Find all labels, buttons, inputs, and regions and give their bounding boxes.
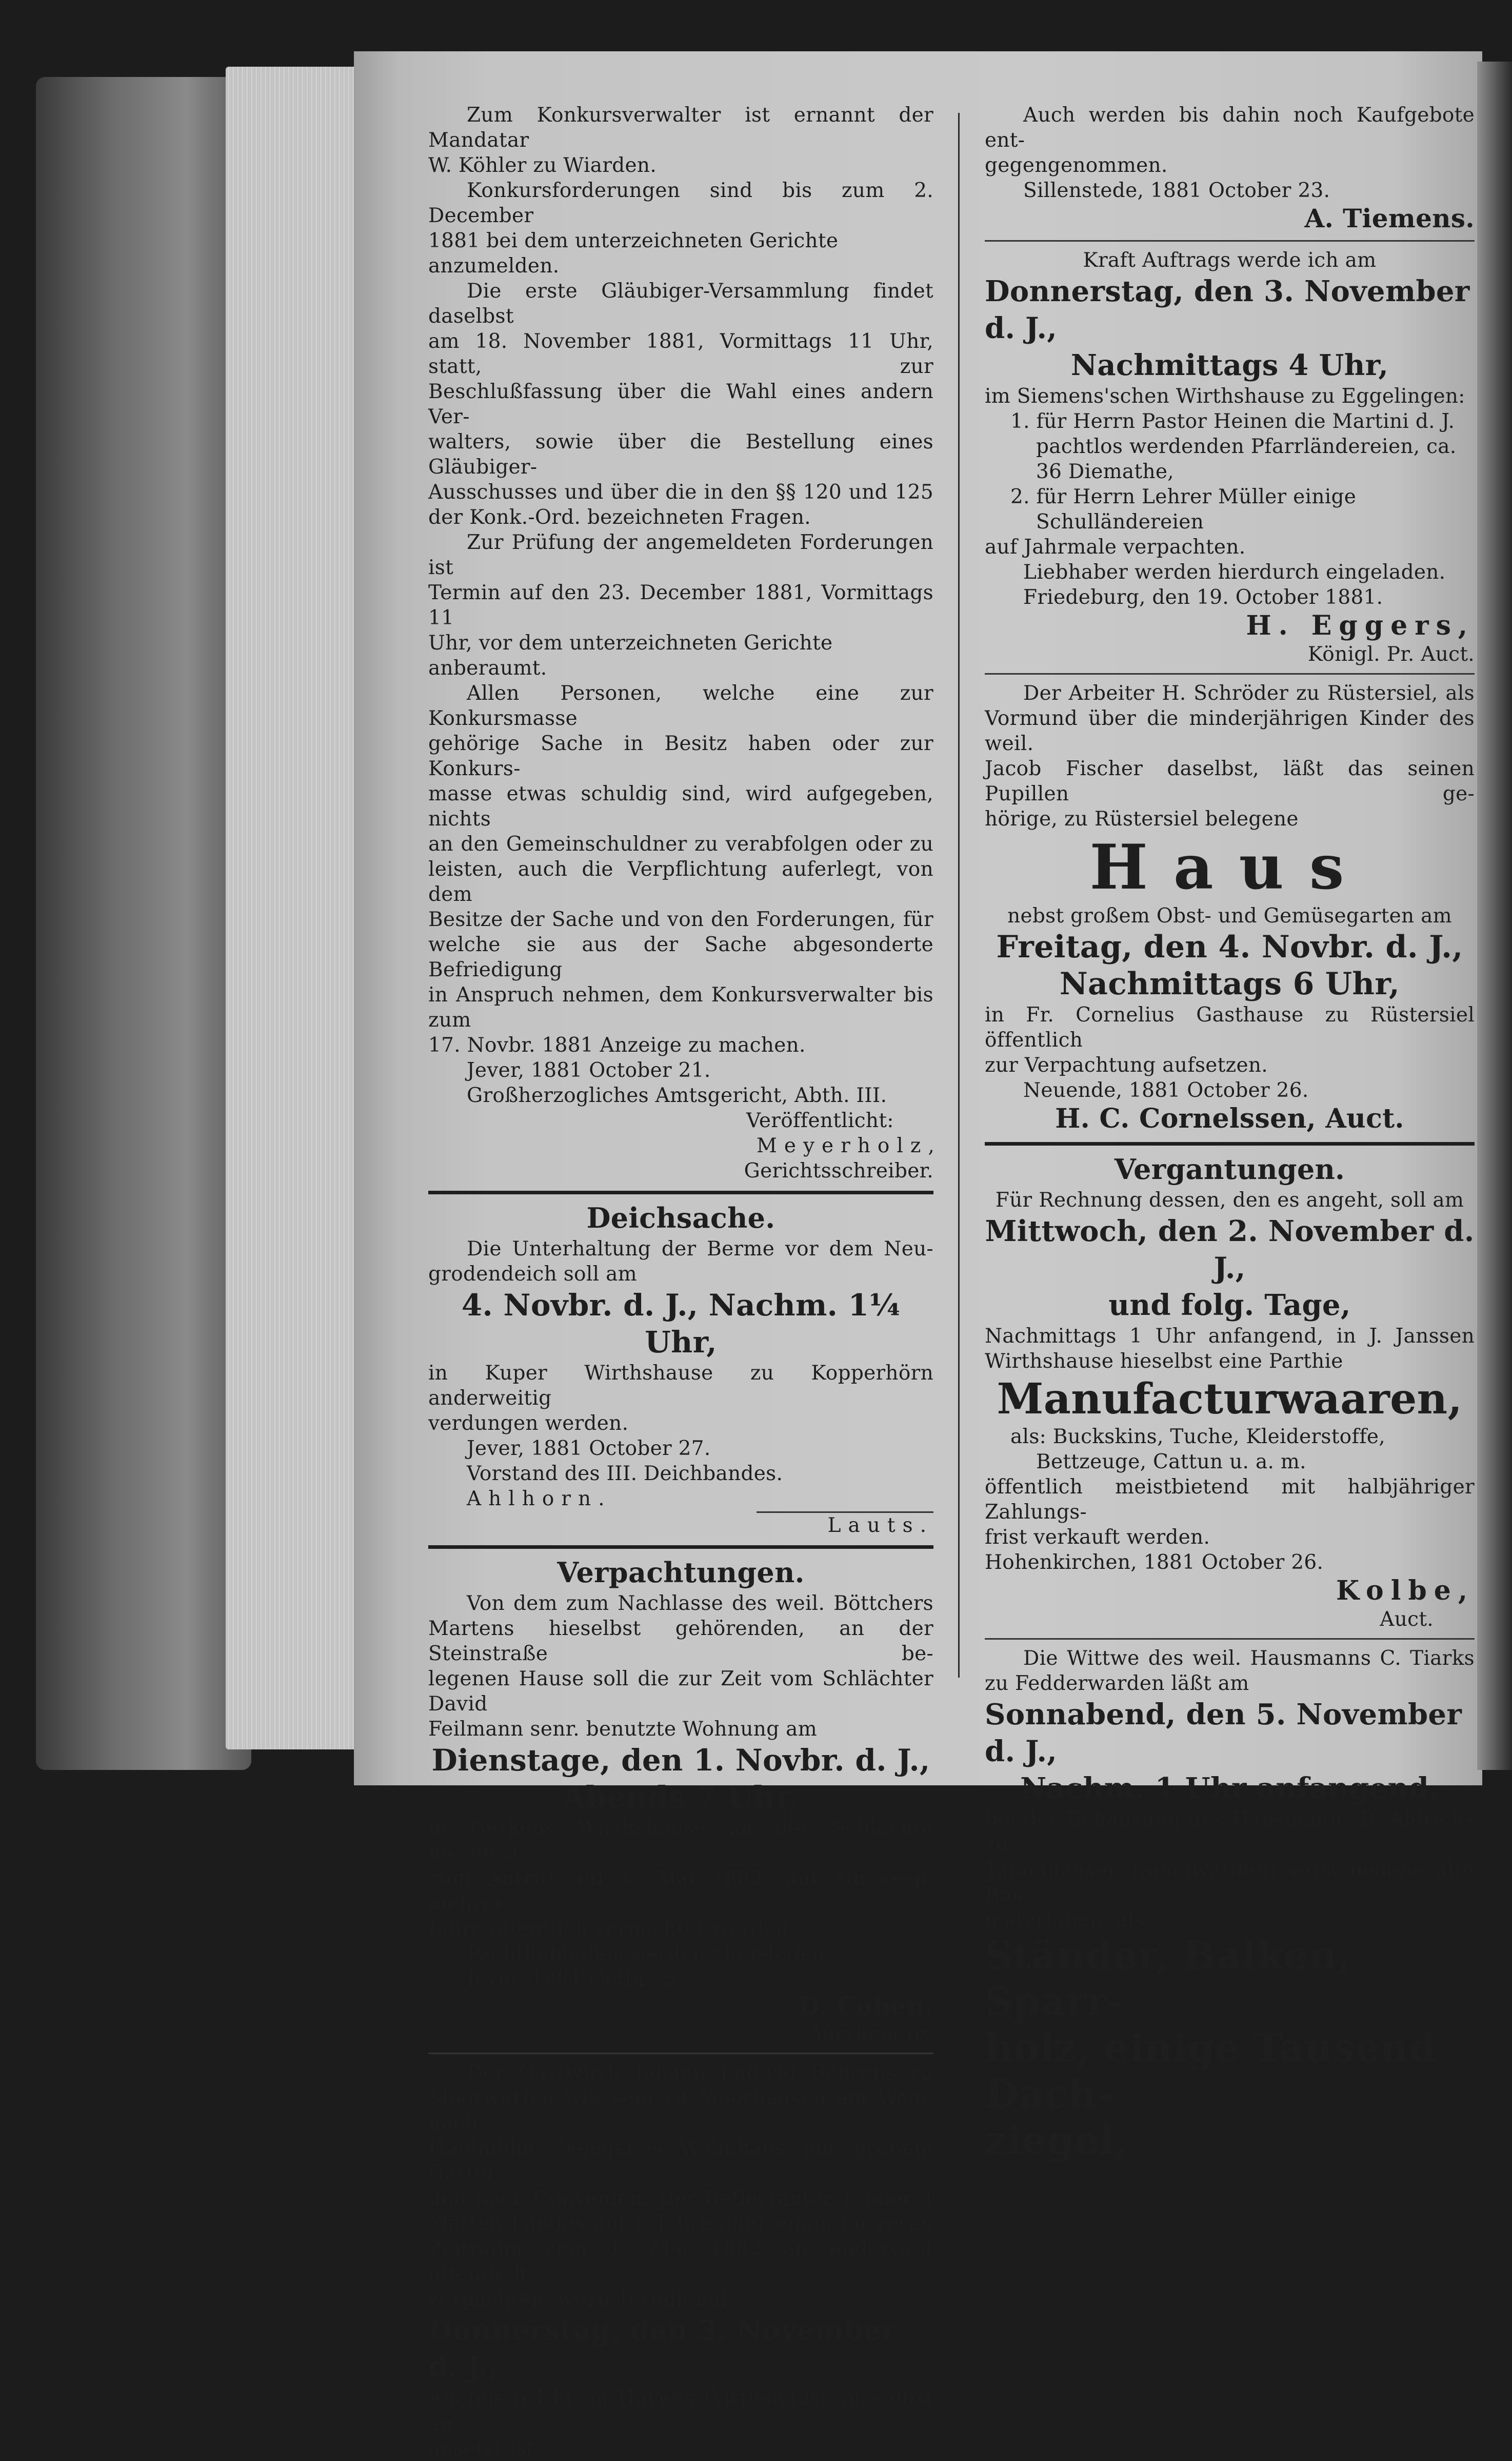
verp-place-date: Jever, 1881 Octbr. 26. — [467, 1967, 691, 1991]
haus-line: zur Verpachtung aufsetzen. — [985, 1054, 1268, 1077]
deich-board: Vorstand des III. Deichbandes. — [467, 1462, 783, 1485]
verp-time: Abends 7 Uhr, — [562, 1780, 800, 1815]
vergantung-notice — [985, 1151, 1475, 1632]
konkurs-place-date: Jever, 1881 October 21. — [467, 1059, 711, 1082]
deich-notice — [428, 1199, 933, 1538]
tiemens-line: gegengenommen. — [985, 154, 1168, 177]
tiarks-time: Nachm. 1 Uhr anfangend, — [1020, 1771, 1439, 1805]
konkurs-line: welche sie aus der Sache abgesonderte Befriedigung — [428, 933, 933, 981]
behrens-line: Der Gastwirth Johann Ludwig Behrens zu — [467, 2061, 933, 2084]
verp-date: Dienstage, den 1. Novbr. d. J., — [431, 1743, 930, 1778]
deich-line: grodendeich soll am — [428, 1263, 637, 1286]
column-divider — [958, 113, 960, 1678]
haus-time: Nachmittags 6 Uhr, — [1059, 966, 1400, 1002]
haus-line: hörige, zu Rüstersiel belegene — [985, 808, 1299, 831]
tiemens-line: Auch werden bis dahin noch Kaufgebote ent- — [985, 104, 1475, 152]
konkurs-line: W. Köhler zu Wiarden. — [428, 154, 657, 177]
item-text: für Herrn Pastor Heinen die Martini d. J. pachtlos werdenden Pfarrländereien, ca. 36 Diemathe, — [1036, 410, 1457, 483]
verp-line: Martens hieselbst gehörenden, an der Steinstraße be- — [428, 1617, 933, 1665]
konkurs-line: Konkursforderungen sind bis zum 2. December — [428, 179, 933, 227]
konkurs-line: 17. Novbr. 1881 Anzeige zu machen. — [428, 1034, 806, 1057]
haus-garden: nebst großem Obst- und Gemüsegarten am — [1007, 904, 1452, 928]
verp-role: Auctionator. — [808, 2022, 933, 2045]
konkurs-line: Termin auf den 23. December 1881, Vormittags 11 — [428, 581, 933, 629]
tiarks-materials-1: Ständer, Balken, Sparr- — [985, 1933, 1351, 2024]
tiarks-date: Sonnabend, den 5. November d. J., — [985, 1698, 1462, 1768]
konkurs-line: Besitze der Sache und von den Forderungen, für — [428, 908, 933, 931]
konkurs-line: am 18. November 1881, Vormittags 11 Uhr, statt, zur — [428, 330, 933, 378]
verg-place-date: Hohenkirchen, 1881 October 26. — [985, 1551, 1324, 1574]
deich-date: 4. Novbr. d. J., Nachm. 1¼ Uhr, — [461, 1288, 901, 1360]
verg-line: Wirthshause hieselbst eine Parthie — [985, 1350, 1343, 1373]
konkurs-line: Zur Prüfung der angemeldeten Forderungen ist — [428, 531, 933, 579]
konkurs-line: walters, sowie über die Bestellung eines Gläubiger- — [428, 430, 933, 479]
section-rule — [985, 1638, 1475, 1640]
verpachtung-notice — [428, 1554, 933, 2046]
verg-role: Auct. — [1380, 1608, 1434, 1631]
behrens-line: verpachten, wozu Termin auf — [428, 2288, 729, 2311]
book-cover — [36, 77, 251, 1770]
deich-line: Die Unterhaltung der Berme vor dem Neu- — [467, 1237, 933, 1261]
section-rule — [985, 240, 1475, 242]
deich-line: verdungen werden. — [428, 1412, 629, 1435]
haus-title: Haus — [1089, 831, 1370, 903]
verp-line: legenen Hause soll die zur Zeit vom Schlächter David — [428, 1667, 933, 1716]
verg-signature: Kolbe, — [1336, 1575, 1475, 1606]
konkurs-court: Großherzogliches Amtsgericht, Abth. III. — [467, 1084, 887, 1107]
behrens-line: gesetzt ist. — [428, 2437, 541, 2460]
verp-signature: D. Cohen, — [798, 1992, 933, 2021]
konkurs-line: leisten, auch die Verpflichtung auferlegt, von dem — [428, 858, 933, 906]
verp-line: Jahre öffentlich verpachtet werden. — [428, 1917, 795, 1940]
tiemens-notice — [985, 103, 1475, 234]
eggers-place: im Siemens'schen Wirthshause zu Eggelingen: — [985, 385, 1465, 408]
item-text: für Herrn Lehrer Müller einige Schulländereien — [1036, 485, 1357, 534]
item-number: 1. — [1010, 410, 1030, 433]
behrens-line: Zeitraum vom 1. Mai 1882 an anderweit öffentlich — [428, 2237, 933, 2286]
haus-place-date: Neuende, 1881 October 26. — [1023, 1079, 1309, 1102]
verp-line: zum Antritt auf 1. Mai 1882, auf ein resp. mehrer — [428, 1867, 933, 1915]
behrens-line: und nach Convenienz der Reflectanten 6 oder 4 — [428, 2187, 933, 2210]
tiarks-line: materialien, als: — [985, 1908, 1152, 1932]
tiarks-line: Tammhausen (Sengwarden) verschiedene alte Bau- — [985, 1858, 1475, 1906]
deich-signature-1: Ahlhorn. — [467, 1487, 612, 1510]
left-column — [428, 103, 942, 2461]
tiemens-signature: A. Tiemens. — [1304, 203, 1475, 233]
konkurs-line: Allen Personen, welche eine zur Konkursmasse — [428, 682, 933, 730]
behrens-line: Moorwarfen will sein zu Moorhausen am Wege nach — [428, 2086, 933, 2135]
verg-title: Manufacturwaaren, — [997, 1374, 1463, 1424]
tiarks-materials-2: holz, einige Tausend Dach- — [985, 2025, 1436, 2117]
behrens-date: Donnerstag, den 3. November d. J., — [428, 2314, 897, 2384]
haus-notice — [985, 681, 1475, 1135]
deich-line: in Kuper Wirthshause zu Kopperhörn anderweitig — [428, 1362, 933, 1410]
konkurs-line: gehörige Sache in Besitz haben oder zur Konkurs- — [428, 732, 933, 780]
verp-line: Von dem zum Nachlasse des weil. Böttchers — [467, 1592, 933, 1615]
section-rule — [428, 1545, 933, 1549]
verg-days: und folg. Tage, — [1108, 1288, 1351, 1322]
haus-line: Der Arbeiter H. Schröder zu Rüstersiel, als — [1023, 682, 1475, 705]
deich-place-date: Jever, 1881 October 27. — [467, 1437, 711, 1460]
deich-signature-2: Lauts. — [757, 1511, 933, 1538]
haus-line: Vormund über die minderjährigen Kinder des weil. — [985, 707, 1475, 755]
eggers-place-date: Friedeburg, den 19. October 1881. — [1023, 586, 1383, 609]
konkurs-notice — [428, 103, 942, 1184]
verg-line: frist verkauft werden. — [985, 1526, 1210, 1549]
konkurs-line: in Anspruch nehmen, dem Konkursverwalter bis zum — [428, 983, 933, 1032]
deich-heading: Deichsache. — [586, 1202, 775, 1234]
section-rule — [428, 1191, 933, 1194]
behrens-notice — [428, 2060, 933, 2461]
konkurs-line: Beschlußfassung über die Wahl eines andern Ver- — [428, 380, 933, 428]
eggers-line: Liebhaber werden hierdurch eingeladen. — [1023, 561, 1446, 584]
verp-invite: Pachtliebhaber werden eingeladen. — [467, 1942, 832, 1965]
eggers-time: Nachmittags 4 Uhr, — [1070, 348, 1389, 382]
konkurs-line: Uhr, vor dem unterzeichneten Gerichte anberaumt. — [428, 632, 833, 680]
behrens-line: Haidmühle belegenes Wohnhaus mit großem Garten — [428, 2137, 933, 2185]
konkurs-line: 1881 bei dem unterzeichneten Gerichte anzumelden. — [428, 229, 839, 278]
verg-date: Mittwoch, den 2. November d. J., — [985, 1214, 1475, 1285]
section-rule — [985, 1142, 1475, 1146]
section-rule — [985, 673, 1475, 675]
section-rule — [428, 2053, 933, 2054]
konkurs-line: masse etwas schuldig sind, wird aufgegeben, nichts — [428, 782, 933, 831]
right-column — [985, 103, 1475, 2163]
eggers-item-2 — [985, 484, 1475, 535]
konkurs-role: Gerichtsschreiber. — [744, 1159, 933, 1183]
eggers-signature: H. Eggers, — [1246, 610, 1475, 641]
tiarks-line: bei der Behausung des Hausmanns B. Ahlrichs zu — [985, 1808, 1475, 1856]
konkurs-line: Zum Konkursverwalter ist ernannt der Mandatar — [428, 104, 933, 152]
verpachtungen-heading: Verpachtungen. — [557, 1556, 805, 1589]
konkurs-signature: Meyerholz, — [757, 1134, 942, 1157]
verp-line: Feilmann senr. benutzte Wohnung am — [428, 1718, 818, 1741]
konkurs-line: der Konk.-Ord. bezeichneten Fragen. — [428, 506, 811, 529]
eggers-date: Donnerstag, den 3. November d. J., — [985, 274, 1470, 345]
page-edges — [226, 67, 359, 1749]
haus-date: Freitag, den 4. Novbr. d. J., — [996, 929, 1463, 965]
haus-line: in Fr. Cornelius Gasthause zu Rüstersiel öffentlich — [985, 1003, 1475, 1052]
verg-line: Für Rechnung dessen, den es angeht, soll am — [995, 1189, 1464, 1212]
behrens-line: Abends 6 Uhr, in Hayens Wirthshause hieselbst an- — [428, 2387, 933, 2435]
item-number: 2. — [1010, 485, 1030, 508]
tiarks-line: zu Fedderwarden läßt am — [985, 1672, 1249, 1695]
haus-signature: H. C. Cornelssen, Auct. — [1055, 1103, 1404, 1134]
konkurs-line: Die erste Gläubiger-Versammlung findet daselbst — [428, 280, 933, 328]
tiarks-notice — [985, 1646, 1475, 2163]
right-page-edge — [1477, 62, 1512, 1770]
verg-items: als: Buckskins, Tuche, Kleiderstoffe, Bettzeuge, Cattun u. a. m. — [1010, 1425, 1385, 1473]
tiemens-place-date: Sillenstede, 1881 October 23. — [1023, 179, 1330, 202]
konkurs-published: Veröffentlicht: — [746, 1109, 894, 1132]
verg-line: öffentlich meistbietend mit halbjähriger Zahlungs- — [985, 1475, 1475, 1524]
eggers-notice — [985, 248, 1475, 667]
verp-line: in Gerkens Wirthshause an der Schlachte hieselbst — [428, 1817, 933, 1865]
haus-line: Jacob Fischer daselbst, läßt das seinen Pupillen ge- — [985, 757, 1475, 805]
verg-line: Nachmittags 1 Uhr anfangend, in J. Janssen — [985, 1325, 1475, 1348]
eggers-item-1 — [985, 409, 1475, 484]
konkurs-line: Ausschusses und über die in den §§ 120 und 125 — [428, 481, 933, 504]
konkurs-line: an den Gemeinschuldner zu verabfolgen oder zu — [428, 833, 933, 856]
eggers-line: auf Jahrmale verpachten. — [985, 536, 1246, 559]
tiarks-line: Die Wittwe des weil. Hausmanns C. Tiarks — [1023, 1647, 1475, 1670]
behrens-line: Matten Landes auf 6 Jahre oder einen kürzeren — [428, 2212, 933, 2235]
eggers-role: Königl. Pr. Auct. — [1307, 643, 1475, 666]
tiarks-materials-3: ziegel, — [985, 2117, 1128, 2163]
eggers-intro: Kraft Auftrags werde ich am — [1083, 249, 1377, 272]
vergantungen-heading: Vergantungen. — [1114, 1153, 1345, 1186]
